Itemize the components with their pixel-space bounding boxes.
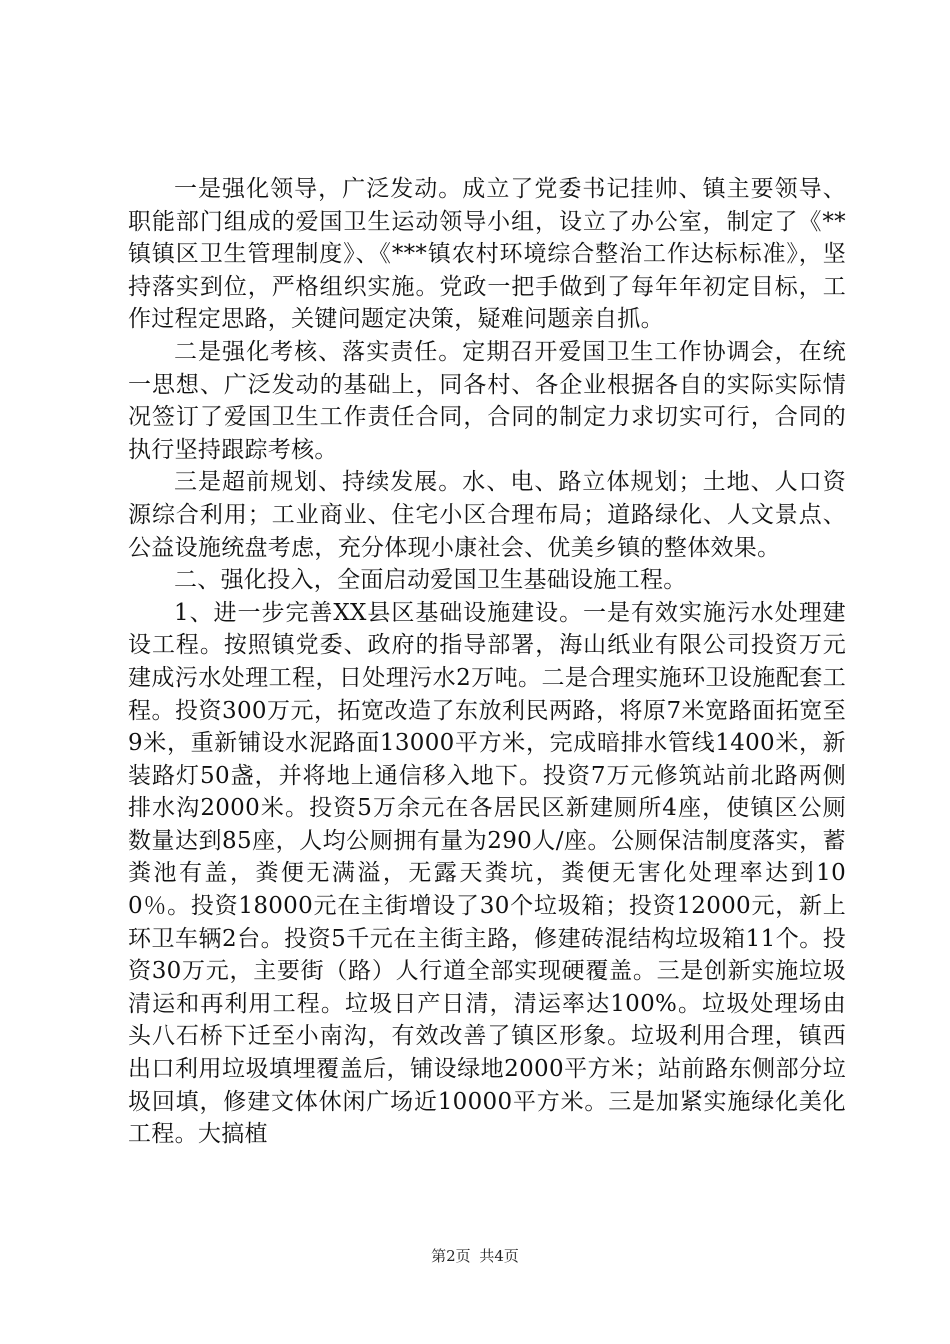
paragraph-planning: 三是超前规划、持续发展。水、电、路立体规划；土地、人口资源综合利用；工业商业、住宅小区合理布局；道路绿化、人文景点、公益设施统盘考虑，充分体现小康社会、优美乡镇的整体效果。 bbox=[128, 469, 846, 561]
paragraph-assessment: 二是强化考核、落实责任。定期召开爱国卫生工作协调会，在统一思想、广泛发动的基础上，同各村、各企业根据各自的实际实际情况签订了爱国卫生工作责任合同，合同的制定力求切实可行，合同的执行坚持跟踪考核。 bbox=[128, 338, 846, 463]
document-body bbox=[128, 173, 846, 1151]
page-total: 共4页 bbox=[479, 1247, 519, 1265]
section-heading-investment: 二、强化投入，全面启动爱国卫生基础设施工程。 bbox=[174, 567, 687, 594]
paragraph-infrastructure: 1、进一步完善XX县区基础设施建设。一是有效实施污水处理建设工程。按照镇党委、政府的指导部署，海山纸业有限公司投资万元建成污水处理工程，日处理污水2万吨。二是合理实施环卫设施配套工程。投资300万元，拓宽改造了东放利民两路，将原7米宽路面拓宽至9米，重新铺设水泥路面13000平方米，完成暗排水管线1400米，新装路灯50盏，并将地上通信移入地下。投资7万元修筑站前北路两侧排水沟2000米。投资5万余元在各居民区新建厕所4座，使镇区公厕数量达到85座，人均公厕拥有量为290人/座。公厕保洁制度落实，蓄粪池有盖，粪便无满溢，无露天粪坑，粪便无害化处理率达到100％。投资18000元在主街增设了30个垃圾箱；投资12000元，新上环卫车辆2台。投资5千元在主街主路，修建砖混结构垃圾箱11个。投资30万元，主要街（路）人行道全部实现硬覆盖。三是创新实施垃圾清运和再利用工程。垃圾日产日清，清运率达100%。垃圾处理场由头八石桥下迁至小南沟，有效改善了镇区形象。垃圾利用合理，镇西出口利用垃圾填埋覆盖后，铺设绿地2000平方米；站前路东侧部分垃圾回填，修建文体休闲广场近10000平方米。三是加紧实施绿化美化工程。大搞植 bbox=[128, 599, 846, 1148]
page-number: 第2页 bbox=[431, 1247, 471, 1265]
page-footer bbox=[0, 1245, 950, 1266]
paragraph-leadership: 一是强化领导，广泛发动。成立了党委书记挂帅、镇主要领导、职能部门组成的爱国卫生运动领导小组，设立了办公室，制定了《**镇镇区卫生管理制度》、《***镇农村环境综合整治工作达标标准》，坚持落实到位，严格组织实施。党政一把手做到了每年年初定目标，工作过程定思路，关键问题定决策，疑难问题亲自抓。 bbox=[128, 176, 846, 333]
